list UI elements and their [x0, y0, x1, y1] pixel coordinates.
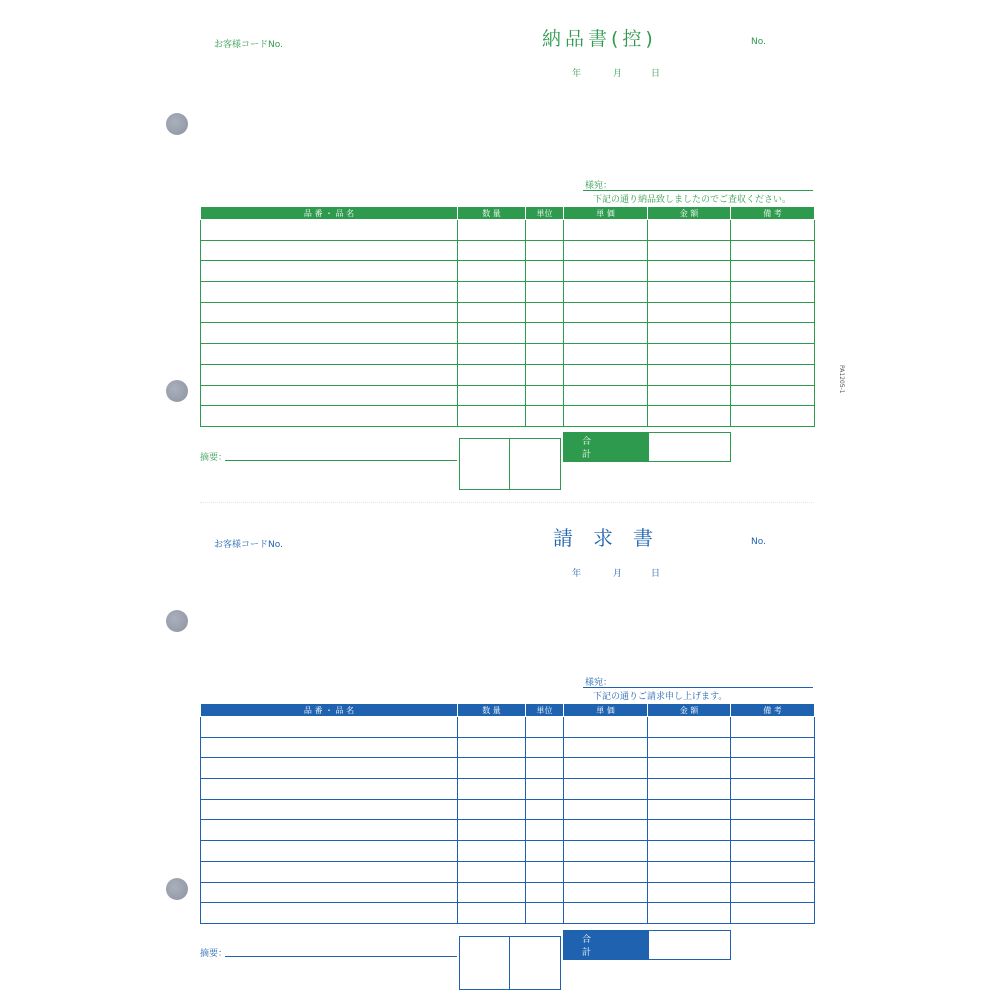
- table-cell[interactable]: [201, 820, 458, 841]
- col-unit: 単位: [526, 704, 564, 717]
- table-row: [201, 882, 815, 903]
- table-cell[interactable]: [201, 282, 458, 303]
- recipient-line: [583, 687, 813, 688]
- table-cell[interactable]: [731, 758, 815, 779]
- table-cell[interactable]: [526, 799, 564, 820]
- table-cell[interactable]: [731, 779, 815, 800]
- table-cell[interactable]: [458, 779, 526, 800]
- total-label: 合 計: [564, 433, 649, 461]
- col-item-name: 品 番 ・ 品 名: [201, 704, 458, 717]
- table-cell[interactable]: [458, 323, 526, 344]
- table-cell[interactable]: [458, 820, 526, 841]
- table-cell[interactable]: [731, 841, 815, 862]
- table-cell[interactable]: [648, 717, 731, 738]
- memo-label: 摘要：: [200, 949, 228, 959]
- table-cell[interactable]: [201, 737, 458, 758]
- table-cell[interactable]: [201, 344, 458, 365]
- table-cell[interactable]: [526, 220, 564, 241]
- table-cell[interactable]: [731, 282, 815, 303]
- number-label: No.: [751, 37, 766, 47]
- recipient-line: [583, 190, 813, 191]
- table-cell[interactable]: [201, 406, 458, 427]
- table-cell[interactable]: [731, 737, 815, 758]
- invoice-form: [0, 500, 1000, 1000]
- table-row: [201, 240, 815, 261]
- table-cell[interactable]: [526, 779, 564, 800]
- table-cell[interactable]: [526, 406, 564, 427]
- table-cell[interactable]: [458, 861, 526, 882]
- table-row: [201, 758, 815, 779]
- total-box: [563, 930, 731, 960]
- table-cell[interactable]: [648, 779, 731, 800]
- total-label: 合 計: [564, 931, 649, 959]
- col-amount: 金 額: [648, 207, 731, 220]
- table-cell[interactable]: [648, 261, 731, 282]
- table-cell[interactable]: [526, 302, 564, 323]
- table-cell[interactable]: [458, 903, 526, 924]
- items-body: [201, 220, 815, 427]
- table-cell[interactable]: [731, 323, 815, 344]
- form-title: 請求書: [553, 526, 673, 550]
- table-row: [201, 861, 815, 882]
- table-cell[interactable]: [201, 323, 458, 344]
- table-cell[interactable]: [526, 261, 564, 282]
- table-cell[interactable]: [458, 385, 526, 406]
- table-cell[interactable]: [731, 385, 815, 406]
- table-cell[interactable]: [564, 323, 648, 344]
- table-cell[interactable]: [526, 282, 564, 303]
- col-remarks: 備 考: [731, 704, 815, 717]
- table-cell[interactable]: [648, 344, 731, 365]
- table-cell[interactable]: [201, 302, 458, 323]
- table-row: [201, 323, 815, 344]
- number-label: No.: [751, 537, 766, 547]
- date-month-label: 月: [613, 569, 623, 579]
- table-cell[interactable]: [648, 282, 731, 303]
- table-cell[interactable]: [731, 820, 815, 841]
- table-cell[interactable]: [731, 799, 815, 820]
- date-day-label: 日: [651, 69, 661, 79]
- table-cell[interactable]: [458, 220, 526, 241]
- table-cell[interactable]: [648, 758, 731, 779]
- total-value[interactable]: [649, 433, 730, 461]
- table-cell[interactable]: [648, 820, 731, 841]
- table-cell[interactable]: [648, 240, 731, 261]
- table-cell[interactable]: [526, 364, 564, 385]
- table-row: [201, 385, 815, 406]
- table-cell[interactable]: [526, 861, 564, 882]
- table-row: [201, 779, 815, 800]
- table-row: [201, 261, 815, 282]
- table-cell[interactable]: [731, 861, 815, 882]
- col-quantity: 数 量: [458, 704, 526, 717]
- table-cell[interactable]: [564, 261, 648, 282]
- table-cell[interactable]: [564, 344, 648, 365]
- table-cell[interactable]: [201, 758, 458, 779]
- col-quantity: 数 量: [458, 207, 526, 220]
- table-cell[interactable]: [731, 406, 815, 427]
- table-cell[interactable]: [201, 261, 458, 282]
- table-cell[interactable]: [564, 779, 648, 800]
- table-row: [201, 344, 815, 365]
- table-cell[interactable]: [458, 882, 526, 903]
- table-cell[interactable]: [201, 779, 458, 800]
- table-row: [201, 364, 815, 385]
- table-cell[interactable]: [526, 385, 564, 406]
- table-cell[interactable]: [526, 758, 564, 779]
- table-cell[interactable]: [564, 903, 648, 924]
- table-cell[interactable]: [564, 220, 648, 241]
- table-cell[interactable]: [458, 717, 526, 738]
- table-cell[interactable]: [526, 820, 564, 841]
- table-cell[interactable]: [201, 882, 458, 903]
- table-cell[interactable]: [731, 903, 815, 924]
- col-item-name: 品 番 ・ 品 名: [201, 207, 458, 220]
- form-title: 納品書(控): [542, 28, 657, 50]
- table-cell[interactable]: [564, 385, 648, 406]
- table-cell[interactable]: [201, 717, 458, 738]
- table-cell[interactable]: [564, 282, 648, 303]
- table-cell[interactable]: [564, 841, 648, 862]
- total-box: [563, 432, 731, 462]
- table-cell[interactable]: [201, 903, 458, 924]
- memo-label: 摘要：: [200, 453, 228, 463]
- table-cell[interactable]: [648, 323, 731, 344]
- table-cell[interactable]: [201, 240, 458, 261]
- table-cell[interactable]: [648, 220, 731, 241]
- table-cell[interactable]: [648, 882, 731, 903]
- table-row: [201, 406, 815, 427]
- table-cell[interactable]: [458, 261, 526, 282]
- table-cell[interactable]: [564, 820, 648, 841]
- table-cell[interactable]: [731, 364, 815, 385]
- col-amount: 金 額: [648, 704, 731, 717]
- table-row: [201, 903, 815, 924]
- table-cell[interactable]: [458, 282, 526, 303]
- table-cell[interactable]: [648, 406, 731, 427]
- total-value[interactable]: [649, 931, 730, 959]
- items-table: [200, 703, 815, 924]
- table-cell[interactable]: [526, 737, 564, 758]
- table-cell[interactable]: [201, 861, 458, 882]
- table-cell[interactable]: [564, 861, 648, 882]
- table-cell[interactable]: [458, 364, 526, 385]
- table-cell[interactable]: [526, 717, 564, 738]
- date-month-label: 月: [613, 69, 623, 79]
- table-cell[interactable]: [458, 406, 526, 427]
- table-cell[interactable]: [564, 758, 648, 779]
- date-day-label: 日: [651, 569, 661, 579]
- table-cell[interactable]: [564, 882, 648, 903]
- col-unit-price: 単 価: [564, 704, 648, 717]
- table-cell[interactable]: [731, 261, 815, 282]
- table-cell[interactable]: [648, 364, 731, 385]
- table-row: [201, 737, 815, 758]
- table-cell[interactable]: [731, 220, 815, 241]
- table-cell[interactable]: [201, 220, 458, 241]
- table-cell[interactable]: [526, 344, 564, 365]
- table-cell[interactable]: [648, 841, 731, 862]
- table-cell[interactable]: [458, 240, 526, 261]
- table-row: [201, 717, 815, 738]
- table-cell[interactable]: [458, 799, 526, 820]
- table-row: [201, 302, 815, 323]
- table-row: [201, 820, 815, 841]
- table-cell[interactable]: [564, 799, 648, 820]
- table-cell[interactable]: [731, 882, 815, 903]
- table-cell[interactable]: [201, 841, 458, 862]
- table-cell[interactable]: [648, 302, 731, 323]
- memo-line: [225, 460, 457, 461]
- col-remarks: 備 考: [731, 207, 815, 220]
- stamp-box: [459, 438, 561, 490]
- table-cell[interactable]: [731, 717, 815, 738]
- table-cell[interactable]: [458, 344, 526, 365]
- table-row: [201, 220, 815, 241]
- table-cell[interactable]: [526, 841, 564, 862]
- table-cell[interactable]: [526, 240, 564, 261]
- table-cell[interactable]: [526, 323, 564, 344]
- table-cell[interactable]: [564, 302, 648, 323]
- customer-code-label: お客様コードNo.: [214, 40, 283, 50]
- customer-code-label: お客様コードNo.: [214, 540, 283, 550]
- col-unit-price: 単 価: [564, 207, 648, 220]
- table-cell[interactable]: [201, 799, 458, 820]
- table-row: [201, 282, 815, 303]
- table-cell[interactable]: [731, 240, 815, 261]
- date-year-label: 年: [572, 69, 582, 79]
- invoice-note-text: 下記の通りご請求申し上げます。: [593, 692, 728, 702]
- table-cell[interactable]: [731, 344, 815, 365]
- date-year-label: 年: [572, 569, 582, 579]
- table-cell[interactable]: [201, 364, 458, 385]
- table-cell[interactable]: [648, 861, 731, 882]
- table-row: [201, 799, 815, 820]
- memo-line: [225, 956, 457, 957]
- table-cell[interactable]: [564, 364, 648, 385]
- table-cell[interactable]: [648, 737, 731, 758]
- table-cell[interactable]: [201, 385, 458, 406]
- table-row: [201, 841, 815, 862]
- recipient-label: 様宛：: [585, 678, 613, 688]
- col-unit: 単位: [526, 207, 564, 220]
- table-cell[interactable]: [526, 903, 564, 924]
- table-cell[interactable]: [526, 882, 564, 903]
- table-cell[interactable]: [458, 737, 526, 758]
- stamp-box: [459, 936, 561, 990]
- table-cell[interactable]: [458, 758, 526, 779]
- table-cell[interactable]: [564, 240, 648, 261]
- table-cell[interactable]: [564, 717, 648, 738]
- table-cell[interactable]: [458, 841, 526, 862]
- delivery-note-text: 下記の通り納品致しましたのでご査収ください。: [593, 195, 792, 205]
- table-cell[interactable]: [564, 406, 648, 427]
- table-cell[interactable]: [648, 903, 731, 924]
- table-cell[interactable]: [564, 737, 648, 758]
- form-code: PA1205-1: [838, 365, 845, 394]
- items-body: [201, 717, 815, 924]
- items-table: [200, 206, 815, 427]
- table-cell[interactable]: [458, 302, 526, 323]
- recipient-label: 様宛：: [585, 181, 613, 191]
- table-cell[interactable]: [648, 385, 731, 406]
- table-cell[interactable]: [731, 302, 815, 323]
- table-cell[interactable]: [648, 799, 731, 820]
